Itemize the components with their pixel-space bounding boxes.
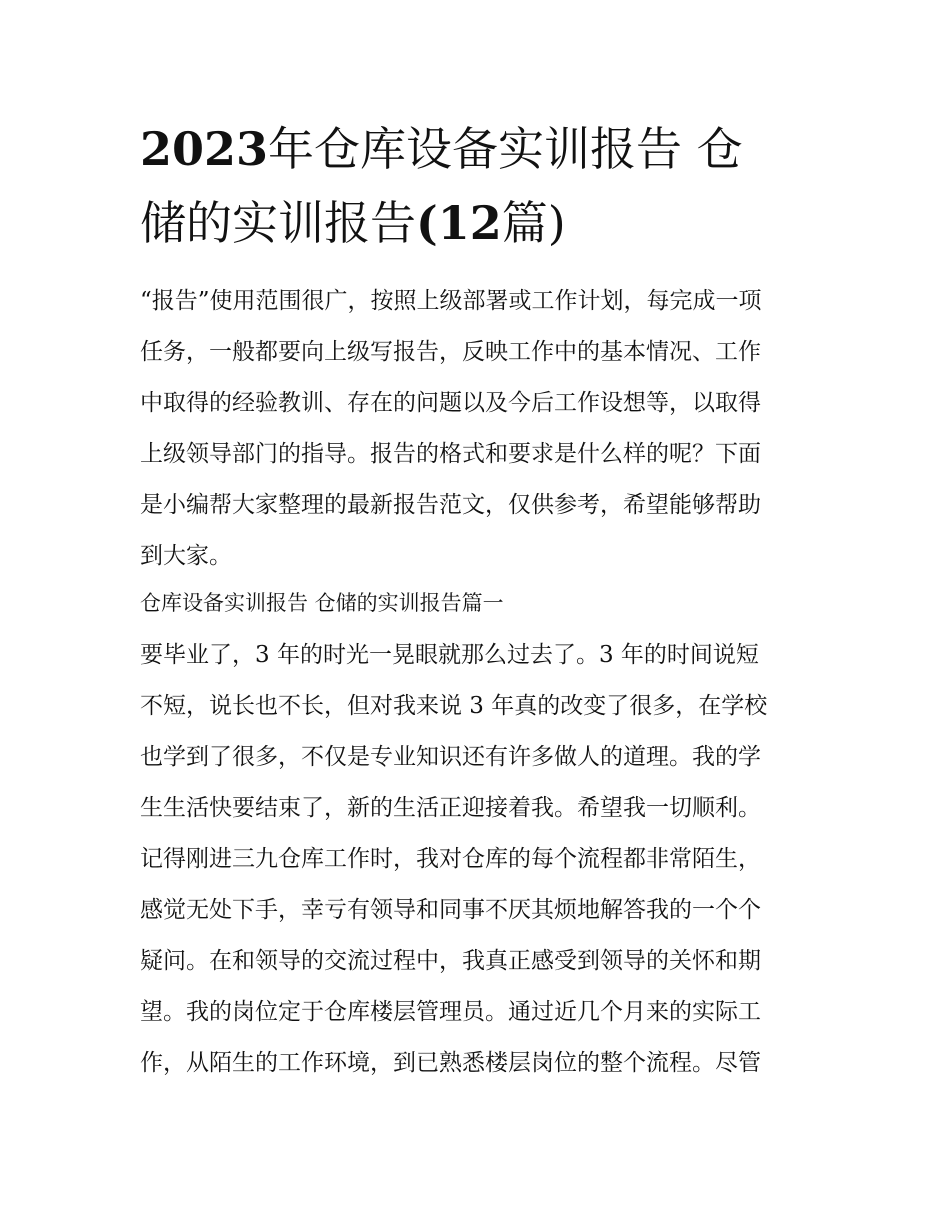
- body-paragraph: [140, 630, 840, 1089]
- intro-line: 任务，一般都要向上级写报告，反映工作中的基本情况、工作: [140, 339, 761, 365]
- body-line: 生生活快要结束了，新的生活正迎接着我。希望我一切顺利。: [140, 795, 761, 821]
- intro-paragraph: [140, 276, 840, 582]
- body-line: 疑问。在和领导的交流过程中，我真正感受到领导的关怀和期: [140, 948, 761, 974]
- title-line-2-text: 储的实训报告: [140, 196, 416, 250]
- intro-line: “报告”使用范围很广，按照上级部署或工作计划，每完成一项: [140, 288, 762, 314]
- title-year: 2023: [140, 122, 269, 176]
- document-title: [140, 112, 830, 260]
- body-line: 望。我的岗位定于仓库楼层管理员。通过近几个月来的实际工: [140, 999, 761, 1025]
- section-heading: 仓库设备实训报告 仓储的实训报告篇一: [140, 591, 504, 615]
- title-line-2-end: 篇): [501, 196, 566, 250]
- body-line: 不短，说长也不长，但对我来说 3 年真的改变了很多，在学校: [140, 693, 768, 719]
- intro-line: 中取得的经验教训、存在的问题以及今后工作设想等，以取得: [140, 390, 761, 416]
- body-line: 要毕业了，3 年的时光一晃眼就那么过去了。3 年的时间说短: [140, 642, 759, 668]
- body-line: 记得刚进三九仓库工作时，我对仓库的每个流程都非常陌生，: [140, 846, 761, 872]
- body-line: 也学到了很多，不仅是专业知识还有许多做人的道理。我的学: [140, 744, 761, 770]
- intro-line: 到大家。: [140, 543, 232, 569]
- body-line: 感觉无处下手，幸亏有领导和同事不厌其烦地解答我的一个个: [140, 897, 761, 923]
- body-line: 作，从陌生的工作环境，到已熟悉楼层岗位的整个流程。尽管: [140, 1050, 761, 1076]
- intro-line: 是小编帮大家整理的最新报告范文，仅供参考，希望能够帮助: [140, 492, 761, 518]
- title-line-1: [140, 112, 830, 186]
- title-line-2: [140, 186, 830, 260]
- intro-line: 上级领导部门的指导。报告的格式和要求是什么样的呢？下面: [140, 441, 761, 467]
- title-line-1-text: 年仓库设备实训报告 仓: [268, 122, 743, 176]
- title-count: (12: [416, 196, 502, 250]
